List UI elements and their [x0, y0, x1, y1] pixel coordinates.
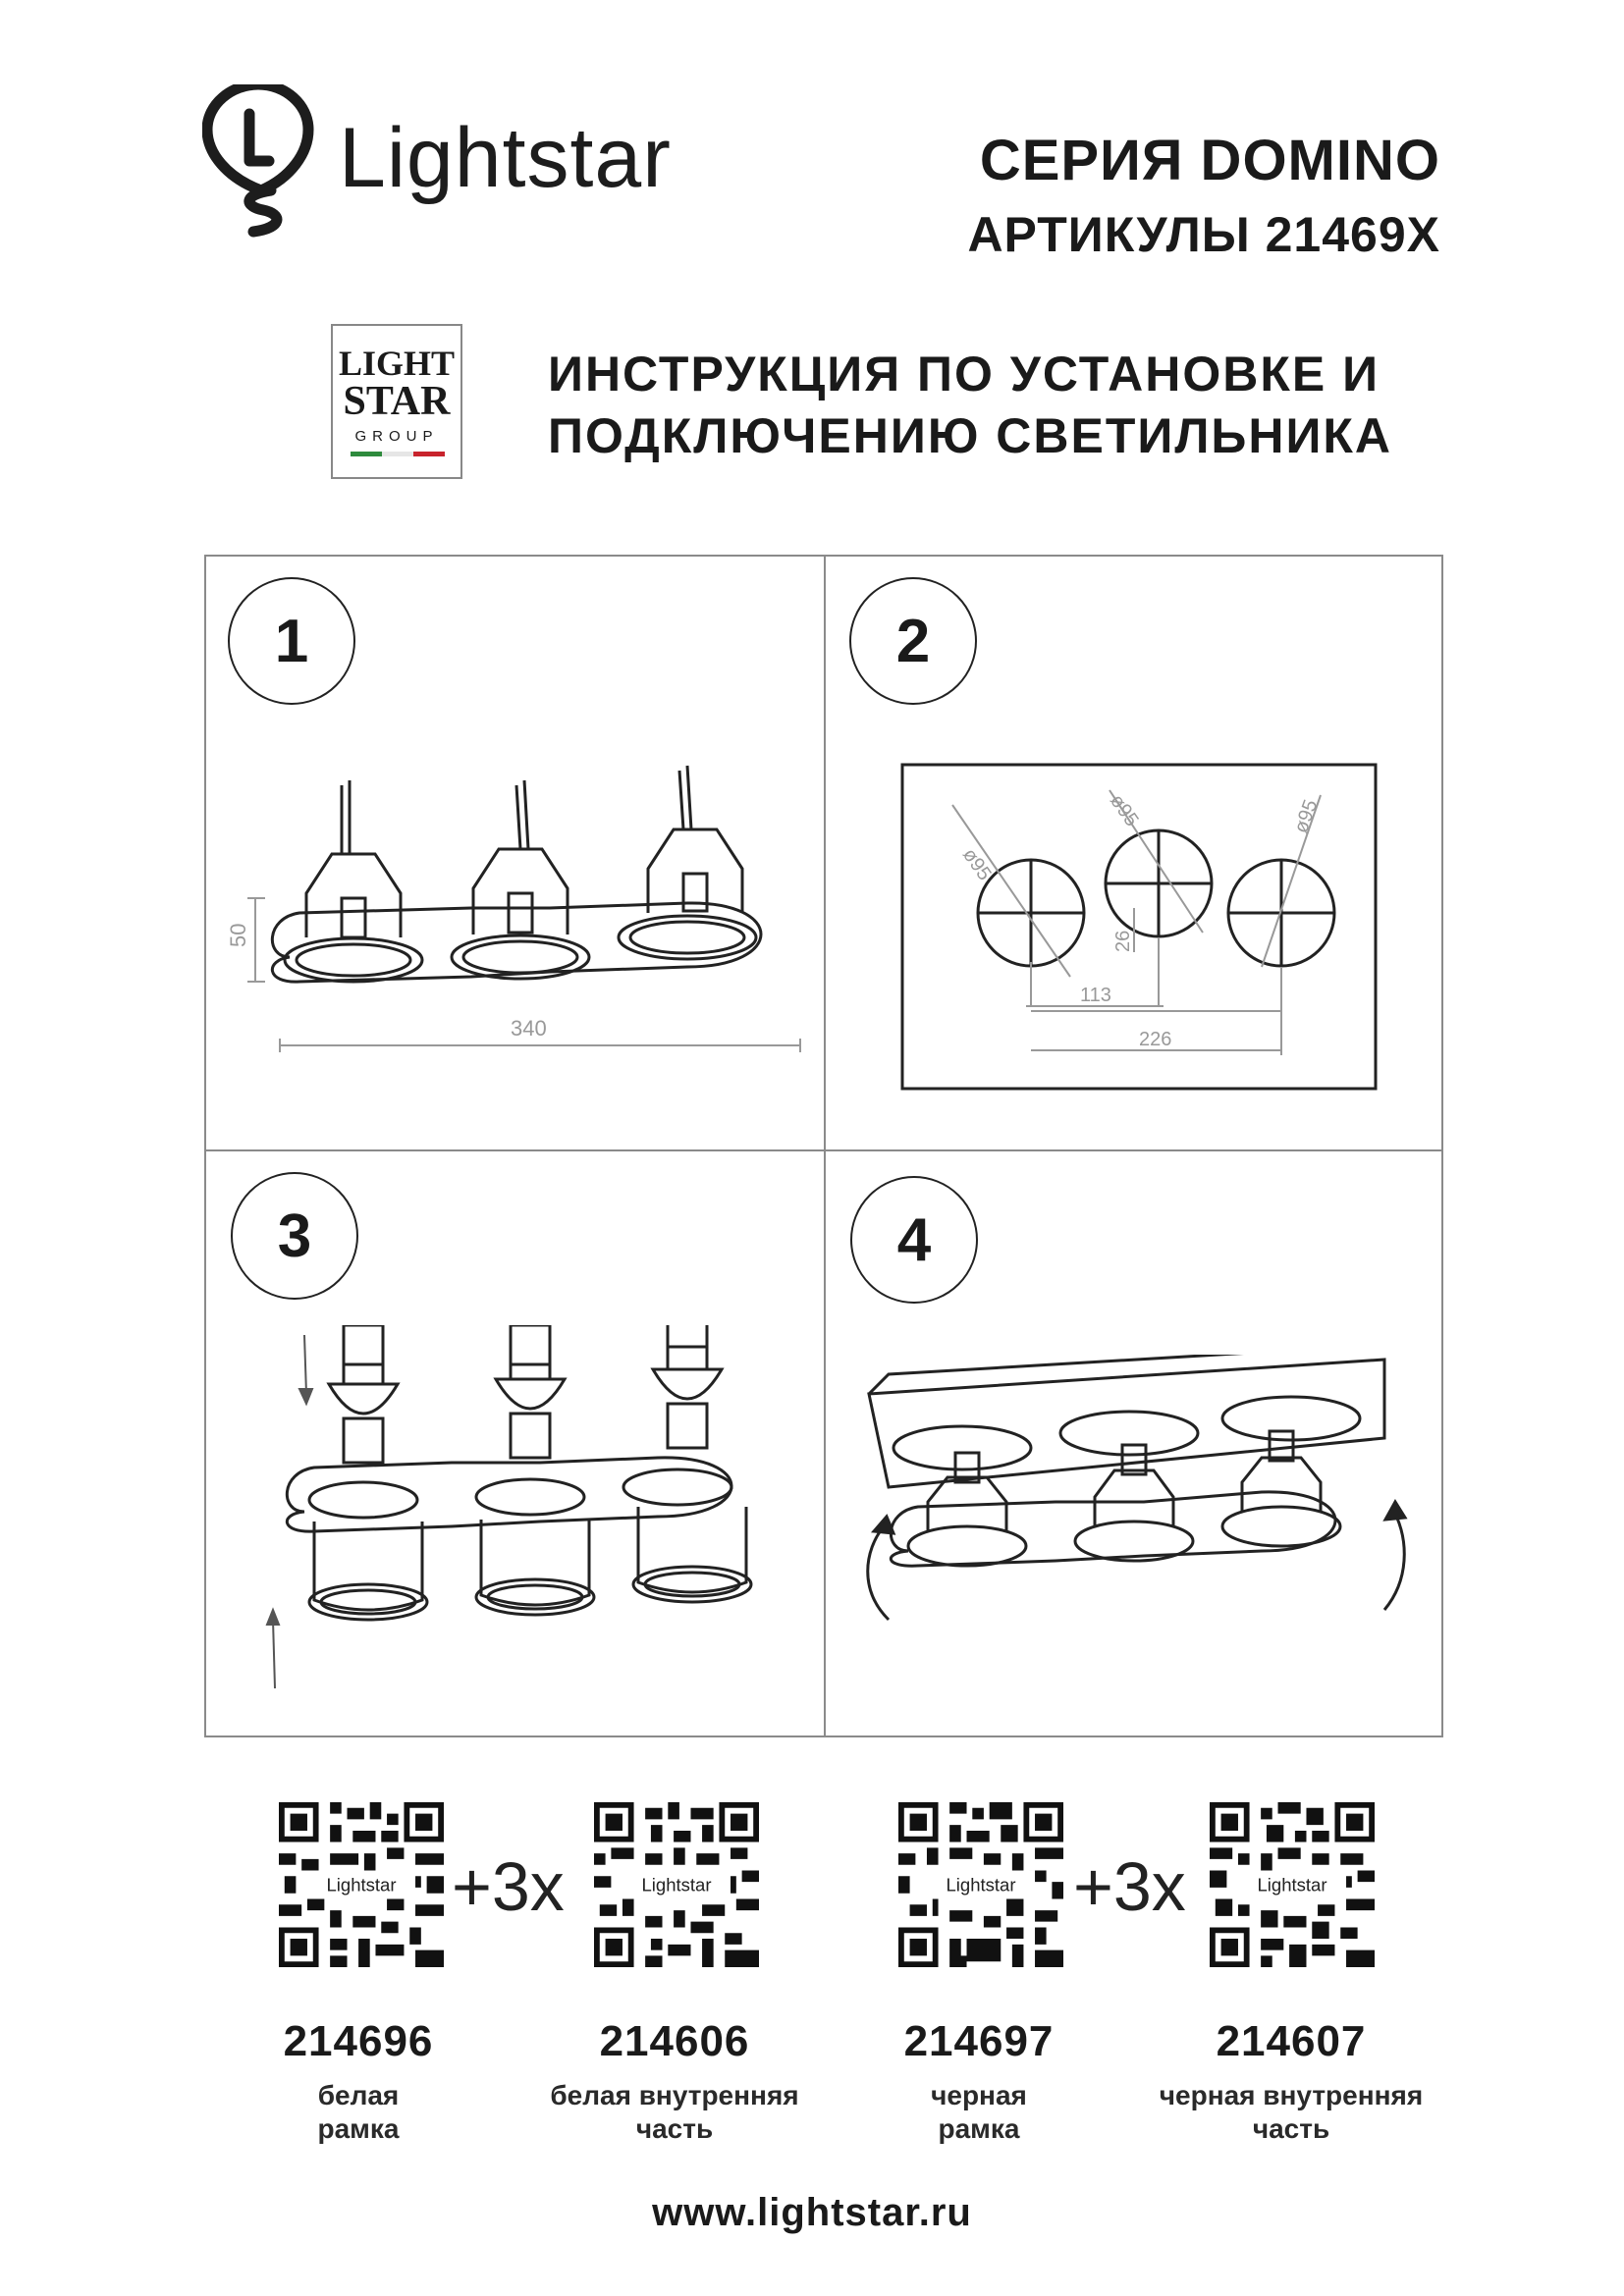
code-214696: 214696 [283, 2017, 434, 2065]
qr-code-214606 [594, 1802, 759, 1967]
code-214696-desc-line2: рамка [317, 2113, 400, 2144]
code-214697-desc-line1: черная [931, 2080, 1027, 2110]
instruction-title-line1: ИНСТРУКЦИЯ ПО УСТАНОВКЕ И [548, 347, 1380, 401]
qr-label-214696: Lightstar [326, 1874, 397, 1896]
grid-divider-vertical [824, 555, 826, 1737]
qr-label-214606: Lightstar [641, 1874, 712, 1896]
qr-label-214697: Lightstar [946, 1874, 1016, 1896]
italy-flag-stripe [351, 452, 445, 456]
step-1-width-label: 340 [511, 1016, 547, 1041]
group-logo-line1: LIGHT [338, 344, 456, 383]
articles-title: АРТИКУЛЫ 21469X [967, 207, 1440, 262]
step-2-depth-label: 26 [1112, 930, 1134, 952]
group-logo-line2: STAR [343, 379, 451, 424]
code-214607: 214607 [1216, 2017, 1367, 2065]
step-4-install-drawing [849, 1355, 1419, 1629]
grid-divider-horizontal [204, 1149, 1443, 1151]
qr-code-214696 [279, 1802, 444, 1967]
code-214606: 214606 [599, 2017, 750, 2065]
instruction-title-line2: ПОДКЛЮЧЕНИЮ СВЕТИЛЬНИКА [548, 408, 1393, 463]
brand-name: Lightstar [339, 111, 672, 205]
plus-3x-label-2: +3x [1073, 1848, 1186, 1925]
lightstar-group-logo [331, 324, 462, 479]
step-3-assembly-drawing [245, 1325, 795, 1698]
step-1-fixture-drawing [226, 726, 815, 1060]
qr-code-214697 [898, 1802, 1063, 1967]
code-214607-desc-line2: часть [1252, 2113, 1330, 2144]
code-214696-desc-line1: белая [317, 2080, 400, 2110]
plus-3x-label-1: +3x [452, 1848, 565, 1925]
step-2-spacing-label: 113 [1080, 985, 1111, 1006]
code-214697-desc-line2: рамка [938, 2113, 1020, 2144]
step-4-number: 4 [850, 1176, 978, 1304]
step-2-total-label: 226 [1139, 1029, 1172, 1050]
step-3-number: 3 [231, 1172, 358, 1300]
series-title: СЕРИЯ DOMINO [979, 129, 1440, 192]
qr-code-214607 [1210, 1802, 1375, 1967]
step-1-number: 1 [228, 577, 355, 705]
qr-label-214607: Lightstar [1257, 1874, 1327, 1896]
website-link[interactable]: www.lightstar.ru [652, 2191, 972, 2234]
code-214606-desc-line2: часть [635, 2113, 714, 2144]
code-214697: 214697 [903, 2017, 1055, 2065]
group-logo-line3: GROUP [354, 428, 439, 445]
step-2-d2-label: ø95 [1105, 790, 1143, 831]
code-214607-desc-line1: черная внутренняя [1159, 2080, 1424, 2110]
step-2-cutout-drawing [898, 761, 1380, 1095]
step-2-d1-label: ø95 [957, 844, 996, 885]
step-2-d3-label: ø95 [1290, 796, 1323, 836]
code-214606-desc-line1: белая внутренняя [550, 2080, 799, 2110]
step-1-height-label: 50 [226, 923, 250, 947]
step-2-number: 2 [849, 577, 977, 705]
